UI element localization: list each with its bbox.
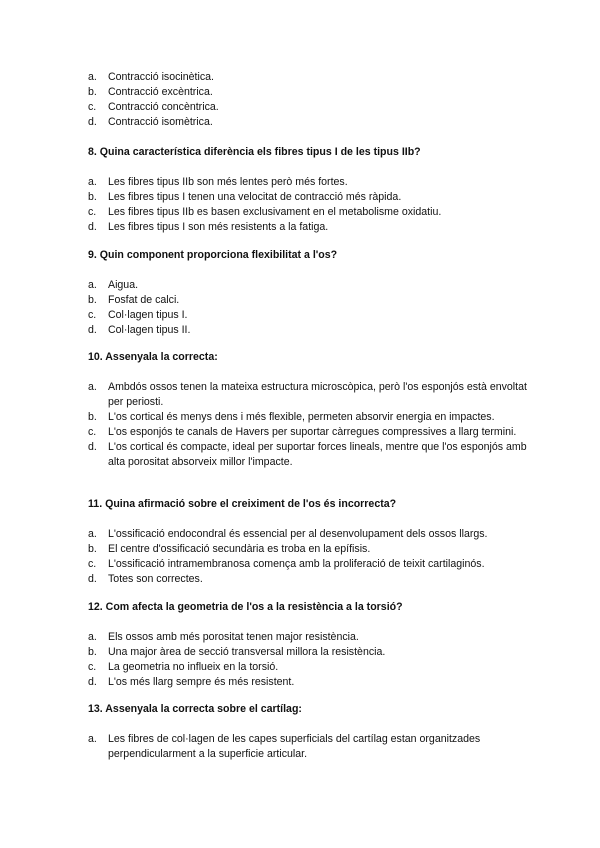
option-d [88, 675, 528, 690]
question-7-options [88, 70, 528, 130]
options-list [88, 70, 528, 130]
question-11 [88, 497, 528, 587]
option-text: L'ossificació intramembranosa comença amb la proliferació de teixit cartilaginós. [108, 558, 485, 570]
option-d [88, 440, 528, 470]
option-letter: b. [88, 646, 97, 658]
option-letter: d. [88, 676, 97, 688]
option-letter: a. [88, 176, 97, 188]
option-letter: a. [88, 631, 97, 643]
option-letter: b. [88, 294, 97, 306]
options-list [88, 630, 528, 690]
option-text: L'ossificació endocondral és essencial per al desenvolupament dels ossos llargs. [108, 528, 488, 540]
option-letter: d. [88, 116, 97, 128]
option-text: Les fibres tipus IIb es basen exclusivament en el metabolisme oxidatiu. [108, 206, 442, 218]
option-letter: b. [88, 411, 97, 423]
option-d [88, 323, 528, 338]
options-list [88, 527, 528, 587]
option-text: Una major àrea de secció transversal millora la resistència. [108, 646, 386, 658]
question-title: 8. Quina característica diferència els fibres tipus I de les tipus IIb? [88, 146, 421, 158]
option-text: Ambdós ossos tenen la mateixa estructura microscòpica, però l'os esponjós està envoltat per periosti. [108, 381, 527, 408]
question-8 [88, 145, 528, 235]
option-letter: a. [88, 279, 97, 291]
option-b [88, 85, 528, 100]
option-text: L'os cortical és menys dens i més flexible, permeten absorvir energia en impactes. [108, 411, 495, 423]
option-letter: c. [88, 101, 97, 113]
option-text: La geometria no influeix en la torsió. [108, 661, 279, 673]
options-list [88, 732, 528, 762]
option-a [88, 175, 528, 190]
option-c [88, 100, 528, 115]
option-c [88, 425, 528, 440]
option-b [88, 410, 528, 425]
question-9 [88, 248, 528, 338]
question-13 [88, 702, 528, 762]
question-title: 13. Assenyala la correcta sobre el cartílag: [88, 703, 302, 715]
option-text: Contracció isocinètica. [108, 71, 214, 83]
option-letter: a. [88, 528, 97, 540]
option-d [88, 220, 528, 235]
option-letter: d. [88, 221, 97, 233]
option-letter: a. [88, 71, 97, 83]
option-text: El centre d'ossificació secundària es troba en la epífisis. [108, 543, 371, 555]
option-c [88, 557, 528, 572]
options-list [88, 175, 528, 235]
option-letter: c. [88, 206, 97, 218]
option-letter: c. [88, 309, 97, 321]
option-text: Totes son correctes. [108, 573, 203, 585]
question-title: 10. Assenyala la correcta: [88, 351, 218, 363]
option-b [88, 542, 528, 557]
option-d [88, 572, 528, 587]
option-text: Aigua. [108, 279, 139, 291]
option-text: Les fibres de col·lagen de les capes superficials del cartílag estan organitzades perpendicularment a la superficie articular. [108, 733, 481, 760]
option-a [88, 732, 528, 762]
option-b [88, 293, 528, 308]
option-a [88, 527, 528, 542]
option-text: Les fibres tipus I son més resistents a la fatiga. [108, 221, 329, 233]
option-letter: d. [88, 573, 97, 585]
option-text: L'os cortical és compacte, ideal per suportar forces lineals, mentre que l'os esponjós amb alta porositat absorveix millor l'impacte. [108, 441, 527, 468]
option-b [88, 645, 528, 660]
option-letter: c. [88, 661, 97, 673]
option-text: Fosfat de calci. [108, 294, 180, 306]
option-text: L'os esponjós te canals de Havers per suportar càrregues compressives a llarg termini. [108, 426, 517, 438]
option-letter: a. [88, 733, 97, 745]
option-text: Col·lagen tipus I. [108, 309, 188, 321]
option-d [88, 115, 528, 130]
option-text: Col·lagen tipus II. [108, 324, 191, 336]
option-a [88, 278, 528, 293]
option-text: Contracció isomètrica. [108, 116, 213, 128]
option-b [88, 190, 528, 205]
option-c [88, 660, 528, 675]
option-a [88, 380, 528, 410]
question-12 [88, 600, 528, 690]
option-letter: b. [88, 543, 97, 555]
option-letter: d. [88, 324, 97, 336]
options-list [88, 380, 528, 470]
question-title: 9. Quin component proporciona flexibilitat a l'os? [88, 249, 338, 261]
option-text: Contracció concèntrica. [108, 101, 219, 113]
option-text: Contracció excèntrica. [108, 86, 213, 98]
option-a [88, 70, 528, 85]
option-letter: b. [88, 86, 97, 98]
question-title: 12. Com afecta la geometria de l'os a la resistència a la torsió? [88, 601, 403, 613]
option-a [88, 630, 528, 645]
option-text: Els ossos amb més porositat tenen major resistència. [108, 631, 359, 643]
option-letter: b. [88, 191, 97, 203]
option-c [88, 205, 528, 220]
options-list [88, 278, 528, 338]
question-title: 11. Quina afirmació sobre el creiximent de l'os és incorrecta? [88, 498, 397, 510]
option-text: Les fibres tipus IIb son més lentes però més fortes. [108, 176, 348, 188]
question-10 [88, 350, 528, 470]
option-letter: c. [88, 558, 97, 570]
option-c [88, 308, 528, 323]
option-letter: c. [88, 426, 97, 438]
option-letter: d. [88, 441, 97, 453]
option-letter: a. [88, 381, 97, 393]
option-text: Les fibres tipus I tenen una velocitat de contracció més ràpida. [108, 191, 402, 203]
option-text: L'os més llarg sempre és més resistent. [108, 676, 295, 688]
